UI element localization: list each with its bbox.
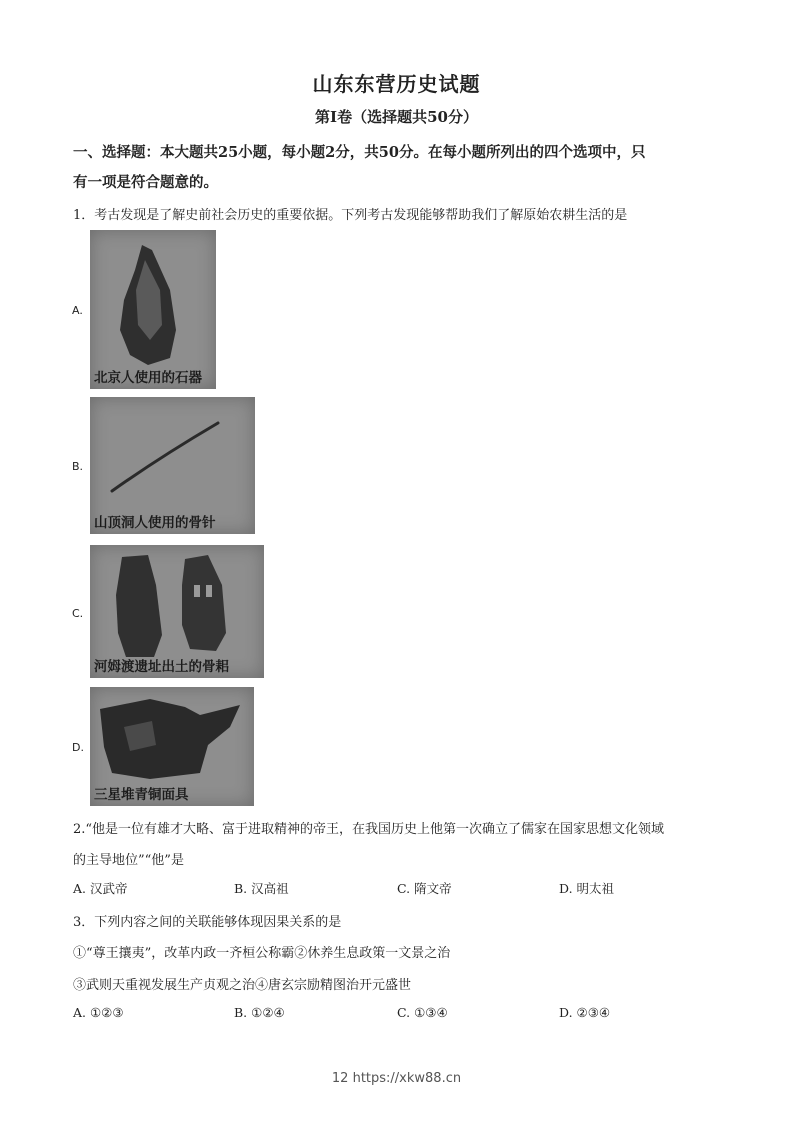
option-a-caption: 北京人使用的石器 <box>94 370 202 386</box>
question-3-stem: 3．下列内容之间的关联能够体现因果关系的是 <box>73 915 342 930</box>
question-2-stem-line-1: 2.“他是一位有雄才大略、富于进取精神的帝王，在我国历史上他第一次确立了儒家在国家思想文化领域 <box>73 822 665 837</box>
question-3-line-2: ③武则天重视发展生产贞观之治④唐玄宗励精图治开元盛世 <box>73 978 412 993</box>
option-c-photo <box>90 545 264 678</box>
question-3-line-1: ①“尊王攘夷”，改革内政一齐桓公称霸②休养生息政策一文景之治 <box>73 946 451 961</box>
question-2-choice-d: D. 明太祖 <box>559 881 615 896</box>
question-2-choice-a: A. 汉武帝 <box>73 881 128 896</box>
instruction-line-1: 一、选择题：本大题共25小题，每小题2分，共50分。在每小题所列出的四个选项中，只 <box>73 144 646 161</box>
option-c-caption: 河姆渡遗址出土的骨耜 <box>94 659 229 675</box>
option-d-label: D. <box>72 741 84 754</box>
question-2-stem-line-2: 的主导地位”“他”是 <box>73 853 184 868</box>
question-3-choice-a: A. ①②③ <box>73 1005 124 1020</box>
page-footer: 12 https://xkw88.cn <box>331 1071 462 1086</box>
question-3-choice-c: C. ①③④ <box>397 1005 448 1020</box>
option-b-label: B. <box>72 460 84 473</box>
question-2-choice-b: B. 汉高祖 <box>234 881 289 896</box>
page-title: 山东东营历史试题 <box>312 72 481 96</box>
section-subtitle: 第Ⅰ卷（选择题共50分） <box>315 108 478 126</box>
option-a-photo <box>90 230 216 389</box>
option-b-caption: 山顶洞人使用的骨针 <box>94 515 216 531</box>
option-d-photo <box>90 687 254 806</box>
option-b-photo <box>90 397 255 534</box>
option-a-label: A. <box>72 304 83 317</box>
question-3-choice-d: D. ②③④ <box>559 1005 611 1020</box>
question-2-choice-c: C. 隋文帝 <box>397 881 452 896</box>
question-3-choice-b: B. ①②④ <box>234 1005 285 1020</box>
option-c-label: C. <box>72 607 84 620</box>
instruction-line-2: 有一项是符合题意的。 <box>73 174 218 191</box>
question-1-stem: 1．考古发现是了解史前社会历史的重要依据。下列考古发现能够帮助我们了解原始农耕生活的是 <box>73 208 628 223</box>
option-d-caption: 三星堆青铜面具 <box>94 787 189 803</box>
